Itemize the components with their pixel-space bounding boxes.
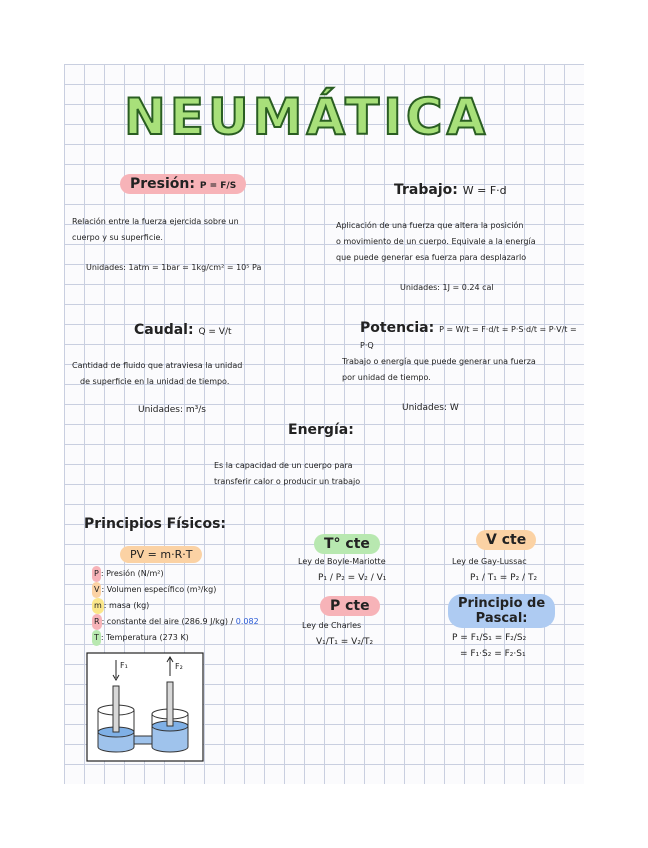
energia-heading: Energía: [288, 422, 354, 438]
var-key: m [92, 598, 104, 614]
force-label-f2: F₂ [175, 662, 183, 671]
pascal-heading [448, 594, 555, 628]
r-alt-value: 0.082 [235, 617, 259, 626]
potencia-formula: P = W/t = F·d/t = P·S·d/t = P·V/t = P·Q [360, 325, 577, 350]
var-line-r [92, 614, 322, 630]
page-title: NEUMÁTICA [124, 88, 490, 146]
potencia-desc [342, 354, 582, 386]
right-piston-rod [167, 682, 173, 726]
connecting-tube [134, 736, 152, 744]
var-line-m [92, 598, 322, 614]
t-cte-heading: T° cte [314, 534, 380, 554]
trabajo-heading [394, 182, 507, 198]
presion-desc-line: cuerpo y su superficie. [72, 233, 163, 242]
energia-desc-line: transferir calor o producir un trabajo [214, 477, 361, 486]
caudal-desc [72, 358, 312, 390]
trabajo-desc-line: Aplicación de una fuerza que altera la posición [336, 221, 524, 230]
var-key: T [92, 630, 101, 646]
force-label-f1: F₁ [120, 661, 128, 670]
caudal-formula: Q = V/t [198, 327, 232, 337]
caudal-desc-line: Cantidad de fluido que atraviesa la unidad [72, 361, 243, 370]
pascal-formula-1: P = F₁/S₁ = F₂/S₂ [452, 633, 527, 643]
energia-desc [214, 458, 434, 490]
trabajo-label: Trabajo: [394, 182, 458, 198]
energia-desc-line: Es la capacidad de un cuerpo para [214, 461, 353, 470]
v-cte-heading: V cte [476, 530, 536, 550]
boyle-formula: P₁ / P₂ = V₂ / V₁ [318, 573, 387, 583]
principios-heading: Principios Físicos: [84, 516, 227, 532]
p-cte-heading: P cte [320, 596, 380, 616]
presion-desc-line: Relación entre la fuerza ejercida sobre un [72, 217, 239, 226]
presion-units: Unidades: 1atm = 1bar = 1kg/cm² = 10⁵ Pa [86, 263, 262, 272]
trabajo-formula: W = F·d [462, 184, 507, 197]
charles-law: Ley de Charles [302, 621, 362, 630]
var-key: R [92, 614, 102, 630]
presion-heading [120, 174, 246, 194]
potencia-heading [360, 320, 584, 352]
var-text: : Presión (N/m²) [100, 569, 164, 578]
boyle-law: Ley de Boyle-Mariotte [298, 557, 386, 566]
charles-formula: V₁/T₁ = V₂/T₂ [316, 637, 374, 647]
gay-lussac-formula: P₁ / T₁ = P₂ / T₂ [470, 573, 538, 583]
caudal-units: Unidades: m³/s [138, 405, 206, 415]
potencia-desc-line: por unidad de tiempo. [342, 373, 431, 382]
hydraulic-press-diagram [86, 652, 204, 762]
caudal-heading [134, 322, 232, 338]
pascal-label: Principio de [458, 596, 546, 611]
trabajo-desc-line: que puede generar esa fuerza para desplazarlo [336, 253, 527, 262]
presion-desc [72, 214, 312, 246]
var-line-v [92, 582, 322, 598]
caudal-desc-line: de superficie en la unidad de tiempo. [80, 377, 230, 386]
trabajo-desc [336, 218, 576, 266]
var-text: : Volumen específico (m³/kg) [101, 585, 217, 594]
var-text: : masa (kg) [103, 601, 150, 610]
principios-vars [92, 566, 322, 646]
gay-lussac-law: Ley de Gay-Lussac [452, 557, 527, 566]
left-piston-rod [113, 686, 119, 732]
var-key: V [92, 582, 101, 598]
var-text: : constante del aire (286.9 J/kg) / [101, 617, 234, 626]
pascal-formula-2: = F₁·S₂ = F₂·S₁ [460, 649, 526, 659]
trabajo-units: Unidades: 1J = 0.24 cal [400, 283, 494, 292]
presion-label: Presión: [130, 176, 195, 192]
potencia-label: Potencia: [360, 320, 435, 336]
trabajo-desc-line: o movimiento de un cuerpo. Equivale a la energía [336, 237, 536, 246]
caudal-label: Caudal: [134, 322, 194, 338]
potencia-desc-line: Trabajo o energía que puede generar una fuerza [342, 357, 536, 366]
var-line-t [92, 630, 322, 646]
presion-formula: P = F/S [199, 181, 237, 191]
var-line-p [92, 566, 322, 582]
notebook-page [64, 64, 584, 784]
var-key: P [92, 566, 101, 582]
var-text: : Temperatura (273 K) [100, 633, 189, 642]
pascal-label: Pascal: [475, 611, 528, 626]
potencia-units: Unidades: W [402, 403, 459, 413]
ideal-gas-equation: PV = m·R·T [120, 546, 202, 563]
